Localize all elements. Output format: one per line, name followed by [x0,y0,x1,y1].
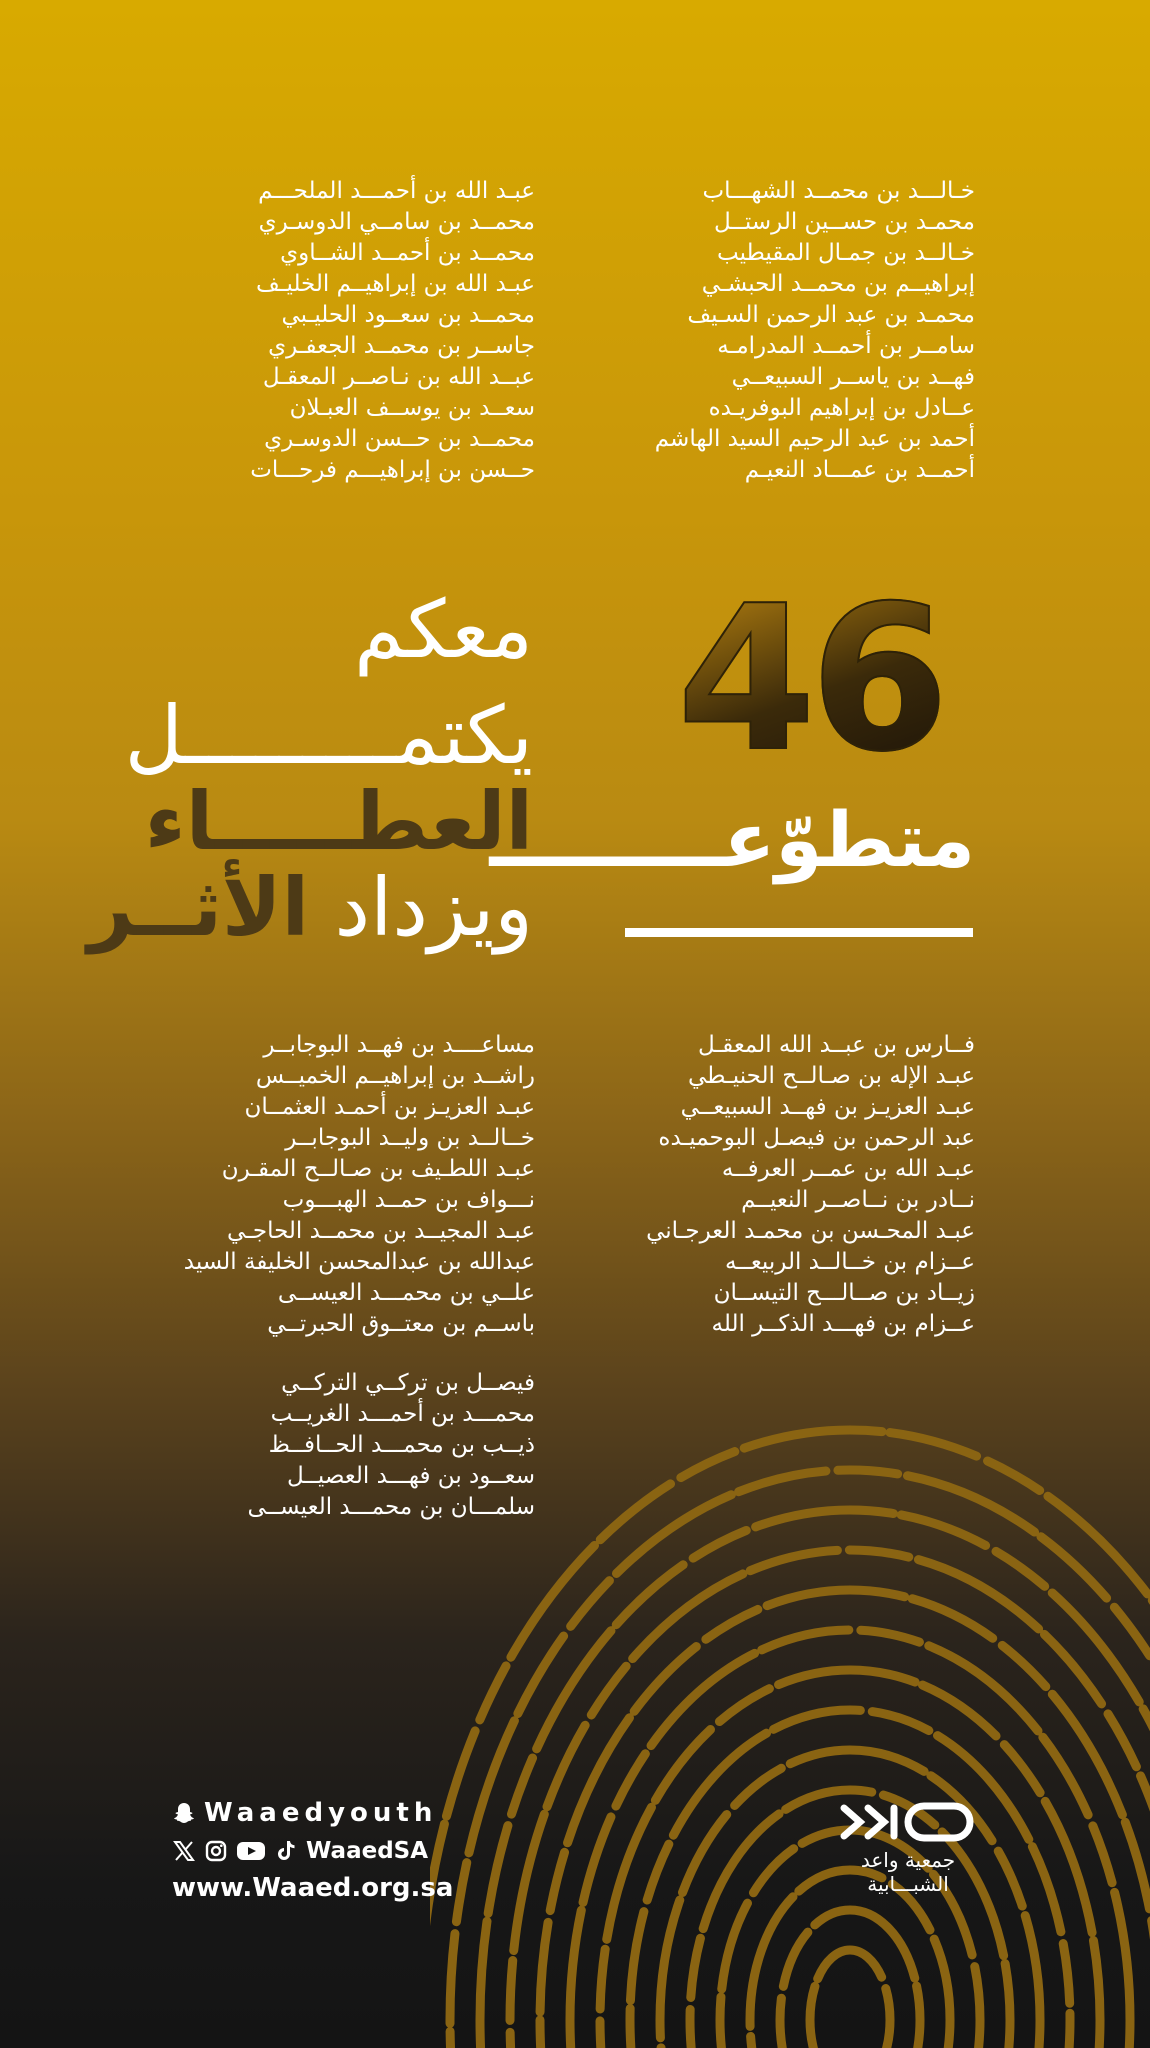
name-entry: زيــاد بن صــالـــح التيســان [713,1280,975,1306]
name-entry: فهــد بن ياســر السبيعــي [731,364,975,390]
name-entry: جاســر بن محمــد الجعفـري [268,333,535,359]
name-entry: علــي بن محمـــد العيســى [277,1280,535,1306]
names-list-bottom-left [184,1030,535,1340]
name-entry: فــارس بن عبــد الله المعقـل [698,1032,975,1058]
tiktok-icon[interactable] [274,1839,298,1863]
x-icon[interactable] [172,1839,196,1863]
volunteer-label: متطوّعـــــــــ [489,795,975,884]
name-entry: ذيــب بن محمـــد الحــافــظ [268,1432,535,1458]
slogan-line-1: معكم [354,583,533,676]
volunteer-count: 46 [660,580,960,780]
social-block [172,1795,453,1913]
names-list-bottom-left-extra [248,1368,536,1523]
name-entry: عبـد العزيـز بن أحمـد العثمــان [244,1094,535,1120]
slogan-line-3: العطـــــاء [144,775,533,868]
slogan-line-4 [88,858,533,958]
name-entry: محمـــد بن أحمـــد الغريــب [270,1401,535,1427]
logo-line-2: الشبـــابية [867,1872,949,1896]
name-entry: محمــد بن سعــود الحليـبي [281,302,535,328]
name-entry: عــادل بن إبراهيم البوفريـده [708,395,975,421]
name-entry: عبـد المجيــد بن محمــد الحاجـي [226,1218,535,1244]
name-entry: عبــد الله بن نـاصــر المعقـل [262,364,535,390]
names-list-bottom-right [646,1030,975,1340]
name-entry: نــادر بن نــاصــر النعيــم [741,1187,975,1213]
name-entry: عــزام بن فهـــد الذكــر الله [711,1311,975,1337]
name-entry: باســم بن معتــوق الحبرتــي [267,1311,535,1337]
slogan-word-yazdad: ويزداد [334,861,533,954]
slogan-line-2: يكتمـــــــــل [124,689,533,782]
name-entry: عبـد الإله بن صـالــح الحنيـطي [688,1063,975,1089]
name-entry: سلمـــان بن محمـــد العيســى [247,1494,535,1520]
logo-line-1: جمعية واعد [860,1848,956,1872]
social-icons-row [172,1833,453,1869]
name-entry: عبدالله بن عبدالمحسن الخليفة السيد [183,1249,535,1275]
website-link[interactable]: www.Waaed.org.sa [172,1873,454,1903]
name-entry: حــسن بن إبراهيـــم فرحـــات [250,457,535,483]
name-entry: خـالــد بن جمـال المقيطيب [717,240,975,266]
snapchat-icon[interactable] [172,1801,196,1825]
name-entry: أحمــد بن عمـــاد النعيـم [744,457,975,483]
youtube-icon[interactable] [236,1839,266,1863]
name-entry: عبد الرحمن بن فيصـل البوحميـده [658,1125,975,1151]
logo-text [838,1848,978,1896]
name-entry: راشــد بن إبراهيــم الخميــس [255,1063,535,1089]
name-entry: مساعــــد بن فهــد البوجابــر [263,1032,535,1058]
names-list-top-right [655,176,975,486]
social-handle[interactable]: WaaedSA [306,1838,429,1864]
name-entry: عبـد اللطـيف بن صـالــح المقـرن [221,1156,535,1182]
name-entry: محمــد بن حــسن الدوسـري [264,426,535,452]
name-entry: عبـد الله بن عمــر العرفــه [721,1156,975,1182]
name-entry: أحمد بن عبد الرحيم السيد الهاشم [654,426,975,452]
name-entry: محمــد بن أحمــد الشــاوي [280,240,535,266]
name-entry: نـــواف بن حمــد الهبـــوب [282,1187,535,1213]
name-entry: محمــد بن سامــي الدوسـري [258,209,535,235]
snapchat-row [172,1795,453,1831]
name-entry: عبـد الله بن أحمـــد الملحـــم [258,178,535,204]
name-entry: إبراهيــم بن محمــد الحبشـي [701,271,975,297]
name-entry: سعــود بن فهـــد العصيــل [287,1463,535,1489]
fingerprint-graphic [430,1300,1150,2048]
name-entry: سعــد بن يوســف العبـلان [289,395,535,421]
name-entry: عبـد الله بن إبراهيــم الخليـف [255,271,535,297]
name-entry: خــالــد بن وليــد البوجابــر [285,1125,535,1151]
slogan-word-athar: الأثــر [87,861,310,954]
name-entry: خـالـــد بن محمــد الشهـــاب [702,178,975,204]
name-entry: عبـد العزيـز بن فهــد السبيعــي [680,1094,975,1120]
divider-line [625,928,973,937]
name-entry: سامــر بن أحمــد المدرامـه [717,333,975,359]
name-entry: فيصــل بن تركــي التركــي [281,1370,535,1396]
names-list-top-left [250,176,535,486]
name-entry: عــزام بن خــالــد الربيعــه [725,1249,975,1275]
name-entry: محمـد بن عبد الرحمن السـيف [687,302,975,328]
name-entry: محمـد بن حســين الرستــل [714,209,975,235]
snapchat-handle[interactable]: Waaedyouth [204,1798,438,1828]
name-entry: عبـد المحـسن بن محمـد العرجـاني [646,1218,975,1244]
instagram-icon[interactable] [204,1839,228,1863]
